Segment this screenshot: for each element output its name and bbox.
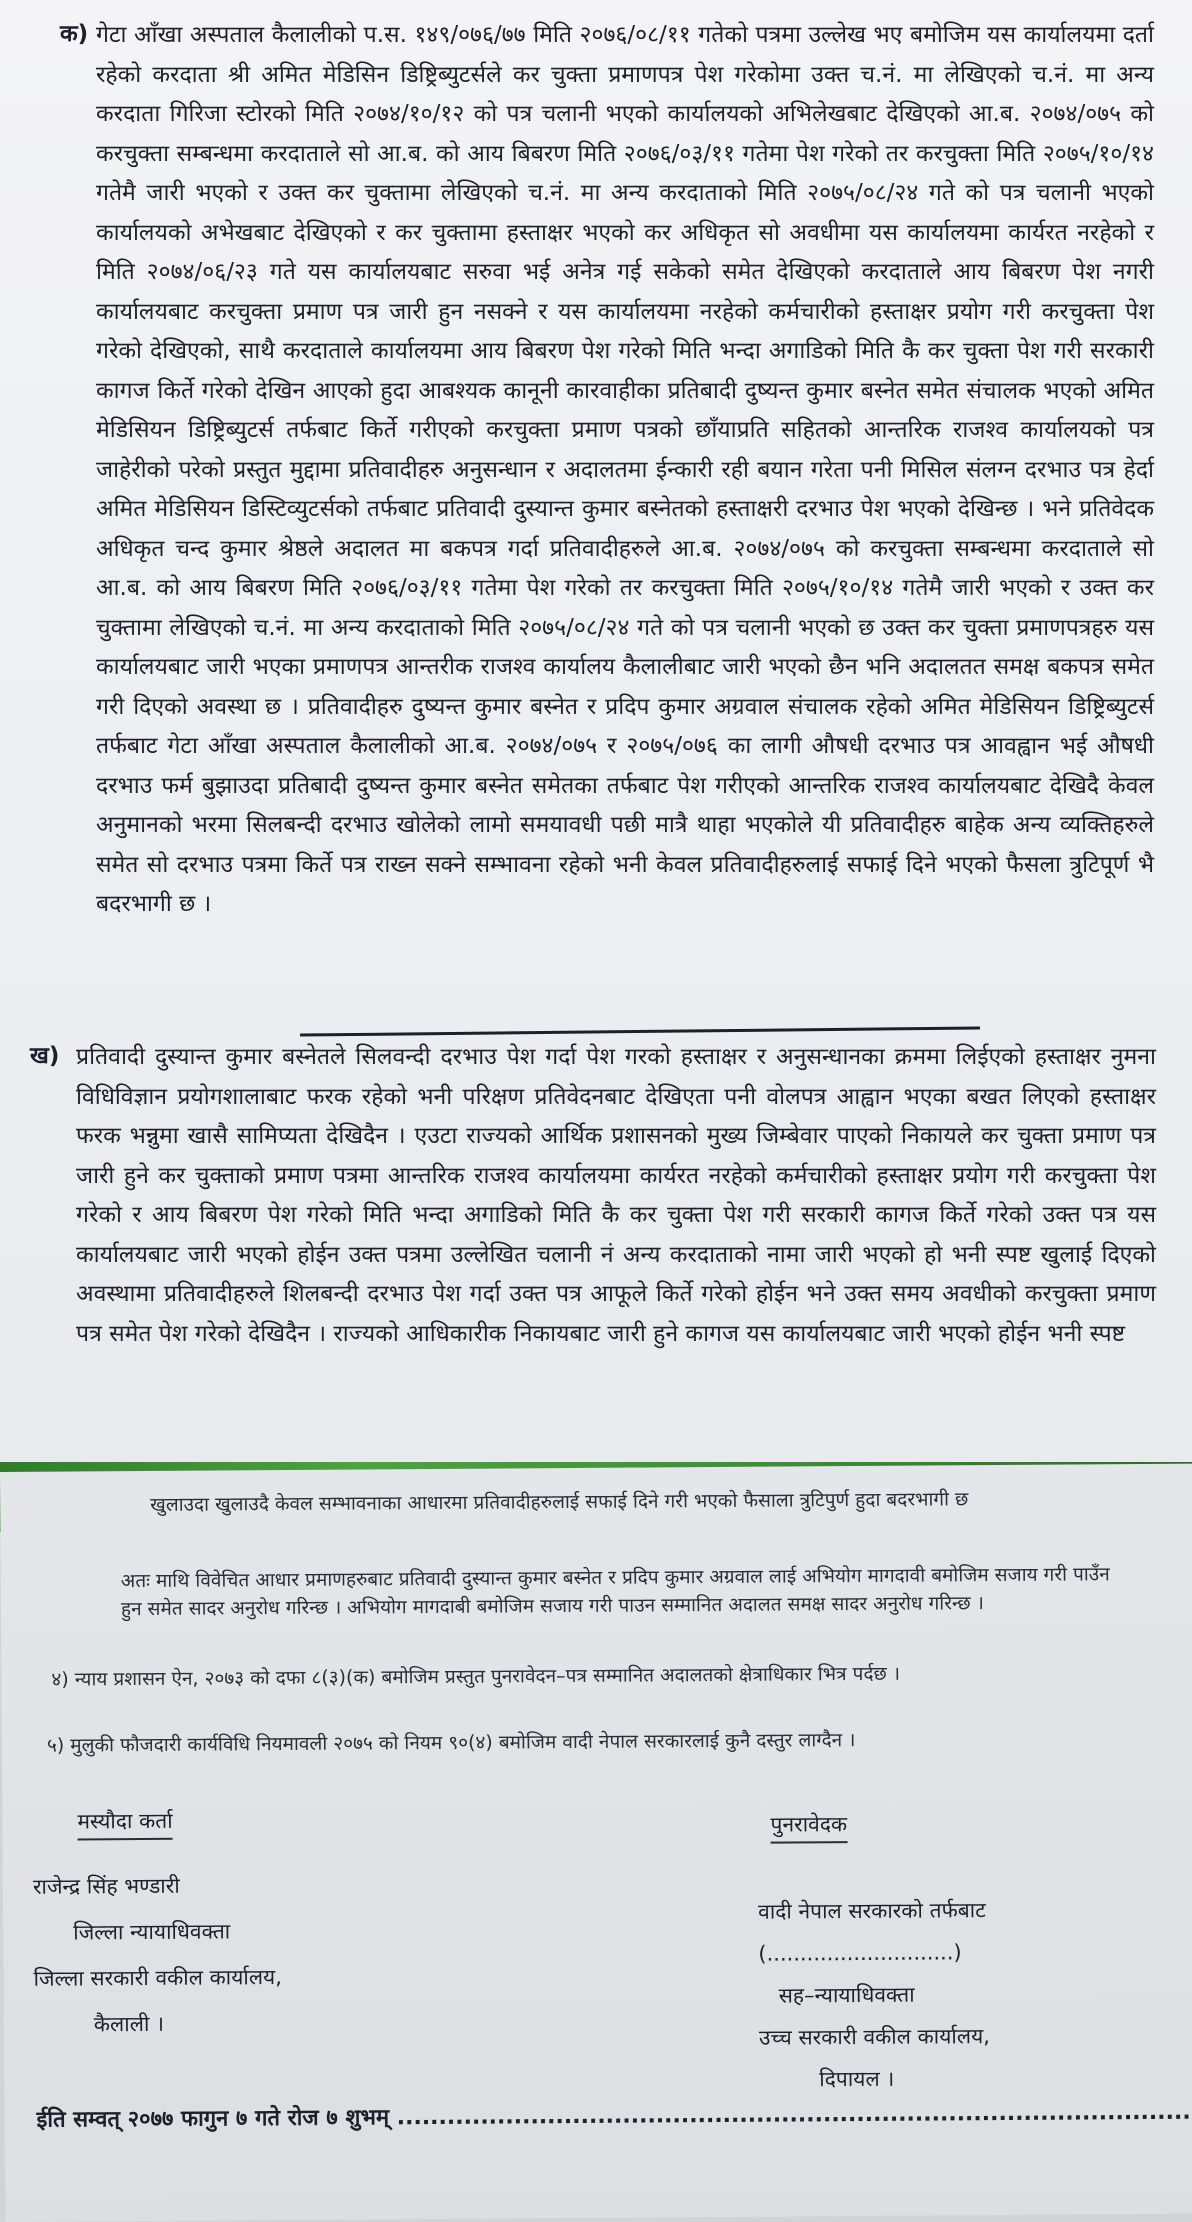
handwritten-underline	[300, 1026, 980, 1036]
drafter-office: जिल्ला सरकारी वकील कार्यालय,	[33, 1965, 282, 1991]
item-5: ५) मुलुकी फौजदारी कार्यविधि नियमावली २०७५ को नियम ९०(४) बमोजिम वादी नेपाल सरकारलाई कुनै दस्तुर लाग्दैन ।	[46, 1729, 856, 1757]
item-4: ४) न्याय प्रशासन ऐन, २०७३ को दफा ८(३)(क) बमोजिम प्रस्तुत पुनरावेदन–पत्र सम्मानित अदालतको क्षेत्राधिकार भित्र पर्दछ ।	[51, 1662, 901, 1691]
drafter-signature-block	[33, 1870, 283, 2056]
drafter-name: राजेन्द्र सिंह भण्डारी	[32, 1873, 180, 1899]
appellant-designation: सह–न्यायाधिवक्ता	[778, 1982, 915, 2008]
appellant-title: पुनरावेदक	[770, 1809, 847, 1840]
section-marker-kha: ख)	[30, 1043, 60, 1069]
prayer-paragraph: अतः माथि विवेचित आधार प्रमाणहरुबाट प्रतिवादी दुस्यान्त कुमार बस्नेत र प्रदिप कुमार अग्रवाल लाई अभियोग मागदावी बमोजिम सजाय गरी पाउँन हुन समेत सादर अनुरोध गरिन्छ । अभियोग मागदाबी बमोजिम सजाय गरी पाउन सम्मानित अदालत समक्ष सादर अनुरोध गरिन्छ ।	[120, 1563, 1110, 1621]
appellant-office: उच्च सरकारी वकील कार्यालय,	[758, 2024, 990, 2050]
drafter-title: मस्यौदा कर्ता	[77, 1806, 172, 1837]
continuation-paragraph: खुलाउदा खुलाउदै केवल सम्भावनाका आधारमा प्रतिवादीहरुलाई सफाई दिने गरी भएको फैसाला त्रुटिपुर्ण हुदा बदरभागी छ	[150, 1488, 969, 1516]
appellant-signature-line: (............................)	[758, 1940, 962, 1966]
section-marker-ka: क)	[60, 21, 89, 47]
drafter-district: कैलाली ।	[93, 2011, 165, 2037]
document-page-2	[0, 1464, 1192, 2222]
drafter-designation: जिल्ला न्यायाधिवक्ता	[73, 1919, 231, 1945]
section-kha-paragraph: प्रतिवादी दुस्यान्त कुमार बस्नेतले सिलवन्दी दरभाउ पेश गर्दा पेश गरको हस्ताक्षर र अनुसन्धानका क्रममा लिईएको हस्ताक्षर नुमना विधिविज्ञान प्रयोगशालाबाट फरक रहेको भनी परिक्षण प्रतिवेदनबाट देखिएता पनी वोलपत्र आह्वान भएका बखत लिएको हस्ताक्षर फरक भन्नुमा खासै सामिप्यता देखिदैन । एउटा राज्यको आर्थिक प्रशासनको मुख्य जिम्बेवार पाएको निकायले कर चुक्ता प्रमाण पत्र जारी हुने कर चुक्ताको प्रमाण पत्रमा आन्तरिक राजश्व कार्यालयमा कार्यरत नरहेको कर्मचारीको हस्ताक्षर प्रयोग गरी करचुक्ता पेश गरेको र आय बिबरण पेश गरेको मिति भन्दा अगाडिको मिति कै कर चुक्ता पेश गरी सरकारी कागज किर्ते गरेको उक्त पत्र यस कार्यालयबाट जारी भएको होईन उक्त पत्रमा उल्लेखित चलानी नं अन्य करदाताको नामा जारी भएको हो भनी स्पष्ट खुलाई दिएको अवस्थामा प्रतिवादीहरुले शिलबन्दी दरभाउ पेश गर्दा उक्त पत्र आफूले किर्ते गरेको होईन भने उक्त समय अवधीको करचुक्ता प्रमाण पत्र समेत पेश गरेको देखिदैन । राज्यको आधिकारीक निकायबाट जारी हुने कागज यस कार्यालयबाट जारी भएको होईन भनी स्पष्ट	[76, 1044, 1156, 1347]
section-ka-paragraph: गेटा आँखा अस्पताल कैलालीको प.स. १४९/०७६/७७ मिति २०७६/०८/११ गतेको पत्रमा उल्लेख भए बमोजिम यस कार्यालयमा दर्ता रहेको करदाता श्री अमित मेडिसिन डिष्ट्रिब्युटर्सले कर चुक्ता प्रमाणपत्र पेश गरेकोमा उक्त च.नं. मा लेखिएको च.नं. मा अन्य करदाता गिरिजा स्टोरको मिति २०७४/१०/१२ को पत्र चलानी भएको कार्यालयको अभिलेखबाट देखिएको आ.ब. २०७४/०७५ को करचुक्ता सम्बन्धमा करदाताले सो आ.ब. को आय बिबरण मिति २०७६/०३/११ गतेमा पेश गरेको तर करचुक्ता मिति २०७५/१०/१४ गतेमै जारी भएको र उक्त कर चुक्तामा लेखिएको च.नं. मा अन्य करदाताको मिति २०७५/०८/२४ गते को पत्र चलानी भएको कार्यालयको अभेखबाट देखिएको र कर चुक्तामा हस्ताक्षर भएको कर अधिकृत सो अवधीमा यस कार्यालयमा कार्यरत नरहेको र मिति २०७४/०६/२३ गते यस कार्यालयबाट सरुवा भई अनेत्र गई सकेको समेत देखिएको करदाताले आय बिबरण पेश नगरी कार्यालयबाट करचुक्ता प्रमाण पत्र जारी हुन नसक्ने र यस कार्यालयमा नरहेको कर्मचारीको हस्ताक्षर प्रयोग गरी करचुक्ता पेश गरेको देखिएको, साथै करदाताले कार्यालयमा आय बिबरण पेश गरेको मिति भन्दा अगाडिको मिति कै कर चुक्ता पेश गरी सरकारी कागज किर्ते गरेको देखिन आएको हुदा आबश्यक कानूनी कारवाहीका प्रतिबादी दुष्यन्त कुमार बस्नेत समेत संचालक भएको अमित मेडिसियन डिष्ट्रिब्युटर्स तर्फबाट किर्ते गरीएको करचुक्ता प्रमाण पत्रको छाँयाप्रति सहितको आन्तरिक राजश्व कार्यालयको पत्र जाहेरीको परेको प्रस्तुत मुद्दामा प्रतिवादीहरु अनुसन्धान र अदालतमा ईन्कारी रही बयान गरेता पनी मिसिल संलग्न दरभाउ पत्र हेर्दा अमित मेडिसियन डिस्टिव्युटर्सको तर्फबाट प्रतिवादी दुस्यान्त कुमार बस्नेतको हस्ताक्षरी दरभाउ पेश भएको देखिन्छ । भने प्रतिवेदक अधिकृत चन्द कुमार श्रेष्ठले अदालत मा बकपत्र गर्दा प्रतिवादीहरुले आ.ब. २०७४/०७५ को करचुक्ता सम्बन्धमा करदाताले सो आ.ब. को आय बिबरण मिति २०७६/०३/११ गतेमा पेश गरेको तर करचुक्ता मिति २०७५/१०/१४ गतेमै जारी भएको र उक्त कर चुक्तामा लेखिएको च.नं. मा अन्य करदाताको मिति २०७५/०८/२४ गते को पत्र चलानी भएको छ उक्त कर चुक्ता प्रमाणपत्रहरु यस कार्यालयबाट जारी भएका प्रमाणपत्र आन्तरीक राजश्व कार्यालय कैलालीबाट जारी भएको छैन भनि अदालतत समक्ष बकपत्र समेत गरी दिएको अवस्था छ । प्रतिवादीहरु दुष्यन्त कुमार बस्नेत र प्रदिप कुमार अग्रवाल संचालक रहेको अमित मेडिसियन डिष्ट्रिब्युटर्स तर्फबाट गेटा आँखा अस्पताल कैलालीको आ.ब. २०७४/०७५ र २०७५/०७६ का लागी औषधी दरभाउ पत्र आवह्वान भई औषधी दरभाउ फर्म बुझाउदा प्रतिबादी दुष्यन्त कुमार बस्नेत समेतका तर्फबाट पेश गरीएको आन्तरिक राजश्व कार्यालयबाट देखिदै केवल अनुमानको भरमा सिलबन्दी दरभाउ खोलेको लामो समयावधी पछी मात्रै थाहा भएकोले यी प्रतिवादीहरु बाहेक अन्य व्यक्तिहरुले समेत सो दरभाउ पत्रमा किर्ते पत्र राख्न सक्ने सम्भावना रहेको भनी केवल प्रतिवादीहरुलाई सफाई दिने भएको फैसला त्रुटिपूर्ण भै बदरभागी छ ।	[96, 22, 1154, 917]
appellant-on-behalf: वादी नेपाल सरकारको तर्फबाट	[758, 1898, 986, 1924]
appellant-location: दिपायल ।	[819, 2066, 895, 2092]
document-footer: ईति सम्वत् २०७७ फागुन ७ गते रोज ७ शुभम् ...............................................................................................	[36, 2099, 1191, 2133]
appellant-signature-block	[758, 1895, 990, 2107]
